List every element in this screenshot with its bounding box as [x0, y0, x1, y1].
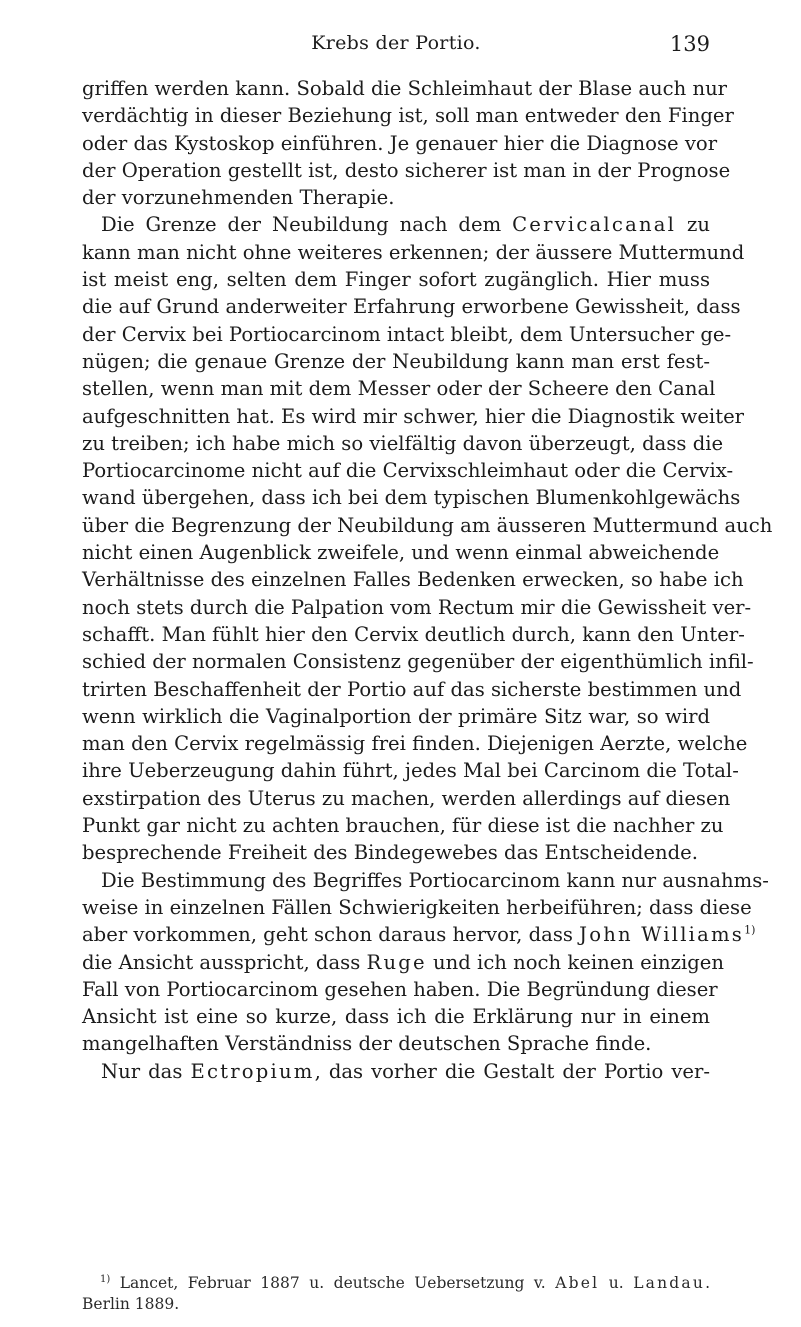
text-line: schafft. Man fühlt hier den Cervix deutlich durch, kann den Unter- — [82, 622, 745, 646]
text-line: Ansicht ist eine so kurze, dass ich die Erklärung nur in einem — [82, 1005, 710, 1029]
text-line — [82, 211, 710, 238]
text-line: griffen werden kann. Sobald die Schleimhaut der Blase auch nur — [82, 77, 728, 100]
footnote-reference: 1) — [744, 923, 756, 937]
footnote-author: Abel — [555, 1274, 600, 1292]
text-line: oder das Kystoskop einführen. Je genauer hier die Diagnose vor — [82, 131, 718, 155]
text-fragment: und ich noch keinen einzigen — [433, 950, 725, 974]
text-line: wenn wirklich die Vaginalportion der primäre Sitz war, so wird — [82, 704, 710, 728]
text-line: weise in einzelnen Fällen Schwierigkeiten herbeiführen; dass diese — [82, 895, 752, 919]
text-line: ihre Ueberzeugung dahin führt, jedes Mal bei Carcinom die Total- — [82, 759, 739, 783]
text-line: Die Bestimmung des Begriffes Portiocarcinom kann nur ausnahms- — [101, 868, 769, 892]
text-line — [82, 1058, 710, 1085]
footnote — [82, 1273, 710, 1315]
text-fragment: , — [314, 1059, 321, 1083]
text-line: Punkt gar nicht zu achten brauchen, für diese ist die nachher zu — [82, 814, 724, 838]
text-fragment: zu — [687, 213, 710, 237]
text-line: mangelhaften Verständniss der deutschen Sprache finde. — [82, 1032, 652, 1056]
spaced-term: Ruge — [366, 950, 427, 974]
footnote-author: Landau — [633, 1274, 706, 1292]
text-fragment: Nur das — [101, 1059, 183, 1083]
text-line — [82, 921, 756, 948]
text-line: ist meist eng, selten dem Finger sofort zugänglich. Hier muss — [82, 268, 710, 292]
spaced-term: John Williams — [579, 923, 745, 947]
text-line: Verhältnisse des einzelnen Falles Bedenken erwecken, so habe ich — [82, 568, 744, 592]
text-line: besprechende Freiheit des Bindegewebes das Entscheidende. — [82, 841, 698, 865]
text-line: stellen, wenn man mit dem Messer oder der Scheere den Canal — [82, 377, 716, 401]
text-line: nügen; die genaue Grenze der Neubildung kann man erst fest- — [82, 349, 710, 373]
footnote-text: Lancet, Februar 1887 u. deutsche Uebersetzung v. — [119, 1274, 546, 1292]
text-line: kann man nicht ohne weiteres erkennen; der äussere Muttermund — [82, 240, 745, 264]
text-line: Fall von Portiocarcinom gesehen haben. Die Begründung dieser — [82, 977, 718, 1001]
body-text — [82, 75, 773, 1085]
text-line: die auf Grund anderweiter Erfahrung erworbene Gewissheit, dass — [82, 295, 741, 319]
text-line: trirten Beschaffenheit der Portio auf das sicherste bestimmen und — [82, 677, 742, 701]
text-fragment: aber vorkommen, geht schon daraus hervor, dass — [82, 923, 573, 947]
page-number: 139 — [669, 32, 710, 56]
footnote-line — [82, 1273, 710, 1294]
spaced-term: Cervicalcanal — [512, 213, 677, 237]
text-line: wand übergehen, dass ich bei dem typischen Blumenkohlgewächs — [82, 486, 741, 510]
text-line: Portiocarcinome nicht auf die Cervixschleimhaut oder die Cervix- — [82, 459, 734, 483]
text-line: man den Cervix regelmässig frei finden. Diejenigen Aerzte, welche — [82, 732, 748, 756]
footnote-line: Berlin 1889. — [82, 1295, 180, 1313]
text-line: noch stets durch die Palpation vom Rectum mir die Gewissheit ver- — [82, 595, 752, 619]
running-head — [82, 28, 710, 58]
text-line: exstirpation des Uterus zu machen, werden allerdings auf diesen — [82, 786, 731, 810]
text-fragment: Die Grenze der Neubildung nach dem — [101, 213, 502, 237]
text-line: aufgeschnitten hat. Es wird mir schwer, hier die Diagnostik weiter — [82, 404, 745, 428]
running-title: Krebs der Portio. — [311, 32, 481, 54]
text-line: verdächtig in dieser Beziehung ist, soll man entweder den Finger — [82, 104, 734, 128]
text-line: nicht einen Augenblick zweifele, und wenn einmal abweichende — [82, 541, 720, 565]
spaced-term: Ectropium — [190, 1059, 315, 1083]
text-line: der vorzunehmenden Therapie. — [82, 186, 395, 210]
text-line: der Operation gestellt ist, desto sicherer ist man in der Prognose — [82, 158, 731, 182]
text-line: der Cervix bei Portiocarcinom intact bleibt, dem Untersucher ge- — [82, 322, 732, 346]
text-fragment: das vorher die Gestalt der Portio ver- — [328, 1059, 711, 1083]
text-line: schied der normalen Consistenz gegenüber der eigenthümlich infil- — [82, 650, 754, 674]
text-line: über die Begrenzung der Neubildung am äusseren Muttermund auch — [82, 513, 773, 537]
footnote-text: . — [705, 1274, 710, 1292]
text-line: zu treiben; ich habe mich so vielfältig davon überzeugt, dass die — [82, 431, 724, 455]
text-fragment: die Ansicht ausspricht, dass — [82, 950, 361, 974]
footnote-text: u. — [608, 1274, 624, 1292]
text-line — [82, 949, 725, 976]
footnote-mark: 1) — [100, 1273, 111, 1285]
